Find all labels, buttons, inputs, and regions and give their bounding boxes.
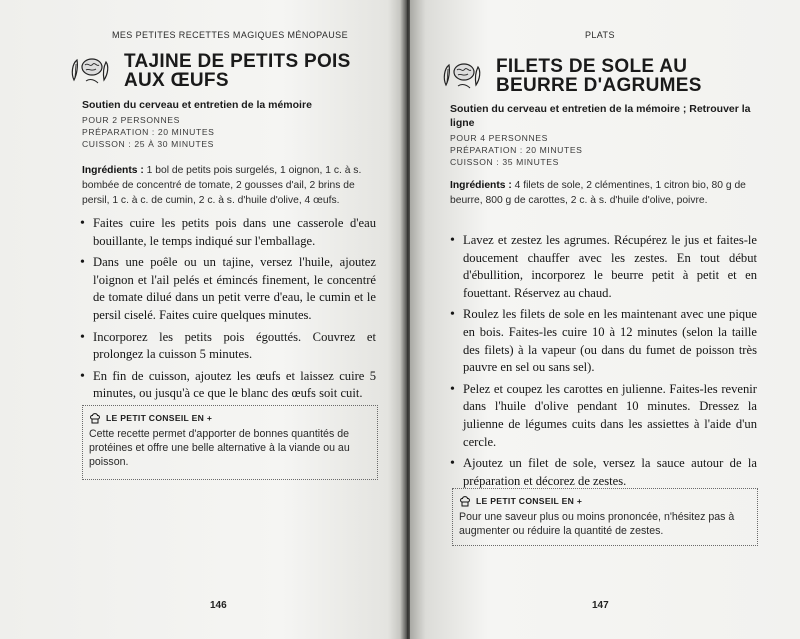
running-head: MES PETITES RECETTES MAGIQUES MÉNOPAUSE	[112, 30, 348, 40]
ingredients-label: Ingrédients :	[82, 165, 144, 176]
tip-text: Pour une saveur plus ou moins prononcée, n'hésitez pas à augmenter ou réduire la quantité de zestes.	[459, 511, 735, 537]
recipe-meta	[82, 98, 382, 150]
brain-herb-emblem-icon	[440, 59, 486, 91]
step-text: Pelez et coupez les carottes en julienne. Faites-les revenir dans l'huile d'olive pendant 10 minutes. Dressez la julienne de légumes cuits dans les assiettes à l'aide d'un cercle.	[463, 381, 757, 449]
list-item	[450, 306, 757, 376]
tip-label: LE PETIT CONSEIL EN +	[476, 496, 583, 506]
list-item	[80, 368, 376, 403]
cook-time: CUISSON : 35 MINUTES	[450, 157, 559, 167]
list-item	[80, 329, 376, 364]
tip-box	[82, 405, 378, 480]
tip-label: LE PETIT CONSEIL EN +	[106, 413, 213, 423]
ingredients-text: 1 bol de petits pois surgelés, 1 oignon, 1 c. à s. bombée de concentré de tomate, 2 gousses d'ail, 2 brins de persil, 1 c. à c. de cumin, 2 c. à s. d'huile d'olive, 4 œufs.	[82, 165, 362, 206]
ingredients	[82, 163, 378, 208]
step-text: Faites cuire les petits pois dans une casserole d'eau bouillante, le temps indiqué sur l'emballage.	[93, 216, 376, 248]
brain-herb-emblem-icon	[68, 54, 114, 86]
tip-header	[89, 412, 371, 424]
servings: POUR 2 PERSONNES	[82, 115, 180, 125]
steps-list	[450, 232, 757, 494]
servings: POUR 4 PERSONNES	[450, 133, 548, 143]
step-text: Lavez et zestez les agrumes. Récupérez le jus et faites-le doucement chauffer avec les zestes. En tout début d'ébullition, incorporez le beurre petit à petit et en fouettant. Réservez au chaud.	[463, 233, 757, 300]
list-item	[450, 381, 757, 451]
list-item	[80, 254, 376, 324]
ingredients	[450, 178, 755, 208]
list-item	[450, 232, 757, 302]
chef-hat-icon	[459, 495, 471, 507]
cook-time: CUISSON : 25 À 30 MINUTES	[82, 139, 215, 149]
bullet: •	[450, 456, 455, 472]
recipe-title: FILETS DE SOLE AU BEURRE D'AGRUMES	[496, 56, 702, 96]
chef-hat-icon	[89, 412, 101, 424]
running-head: PLATS	[585, 30, 615, 40]
recipe-subtitle: Soutien du cerveau et entretien de la mémoire	[82, 99, 312, 111]
recipe-title-block	[440, 57, 766, 95]
bullet: •	[80, 216, 85, 231]
right-page	[410, 0, 800, 639]
prep-time: PRÉPARATION : 20 MINUTES	[450, 145, 583, 155]
ingredients-label: Ingrédients :	[450, 180, 512, 191]
steps-list	[80, 215, 376, 407]
step-text: Ajoutez un filet de sole, versez la sauce autour de la préparation et décorez de zestes.	[463, 456, 757, 488]
list-item	[450, 455, 757, 490]
bullet: •	[450, 381, 455, 397]
bullet: •	[450, 233, 455, 248]
list-item	[80, 215, 376, 250]
prep-time: PRÉPARATION : 20 MINUTES	[82, 127, 215, 137]
recipe-meta	[450, 102, 770, 168]
bullet: •	[80, 329, 85, 345]
bullet: •	[450, 307, 455, 323]
step-text: Roulez les filets de sole en les maintenant avec une pique en bois. Faites-les cuire 10 à 12 minutes (selon la taille des filets) à la vapeur (ou dans du fumet de poisson très pauvre en sel ou sans sel).	[463, 307, 757, 375]
tip-text: Cette recette permet d'apporter de bonnes quantités de protéines et offre une belle alternative à la viande ou au poisson.	[89, 428, 350, 468]
recipe-title: TAJINE DE PETITS POIS AUX ŒUFS	[124, 51, 351, 91]
step-text: En fin de cuisson, ajoutez les œufs et laissez cuire 5 minutes, ou jusqu'à ce que le blanc des œufs soit cuit.	[93, 368, 376, 401]
ingredients-text: 4 filets de sole, 2 clémentines, 1 citron bio, 80 g de beurre, 800 g de carottes, 2 c. à s. d'huile d'olive, poivre.	[450, 180, 746, 206]
page-number: 146	[210, 600, 227, 611]
bullet: •	[80, 255, 85, 271]
recipe-title-block	[68, 52, 364, 90]
page-number: 147	[592, 600, 609, 611]
step-text: Incorporez les petits pois égouttés. Couvrez et prolongez la cuisson 5 minutes.	[93, 329, 376, 362]
recipe-subtitle: Soutien du cerveau et entretien de la mémoire ; Retrouver la ligne	[450, 103, 751, 129]
tip-header	[459, 495, 751, 507]
bullet: •	[80, 368, 85, 384]
step-text: Dans une poêle ou un tajine, versez l'huile, ajoutez l'oignon et l'ail pelés et émincés finement, le concentré de tomate dilué dans un petit verre d'eau, le cumin et le persil ciselé. Faites cuire quelques minutes.	[93, 255, 376, 322]
tip-box	[452, 488, 758, 546]
